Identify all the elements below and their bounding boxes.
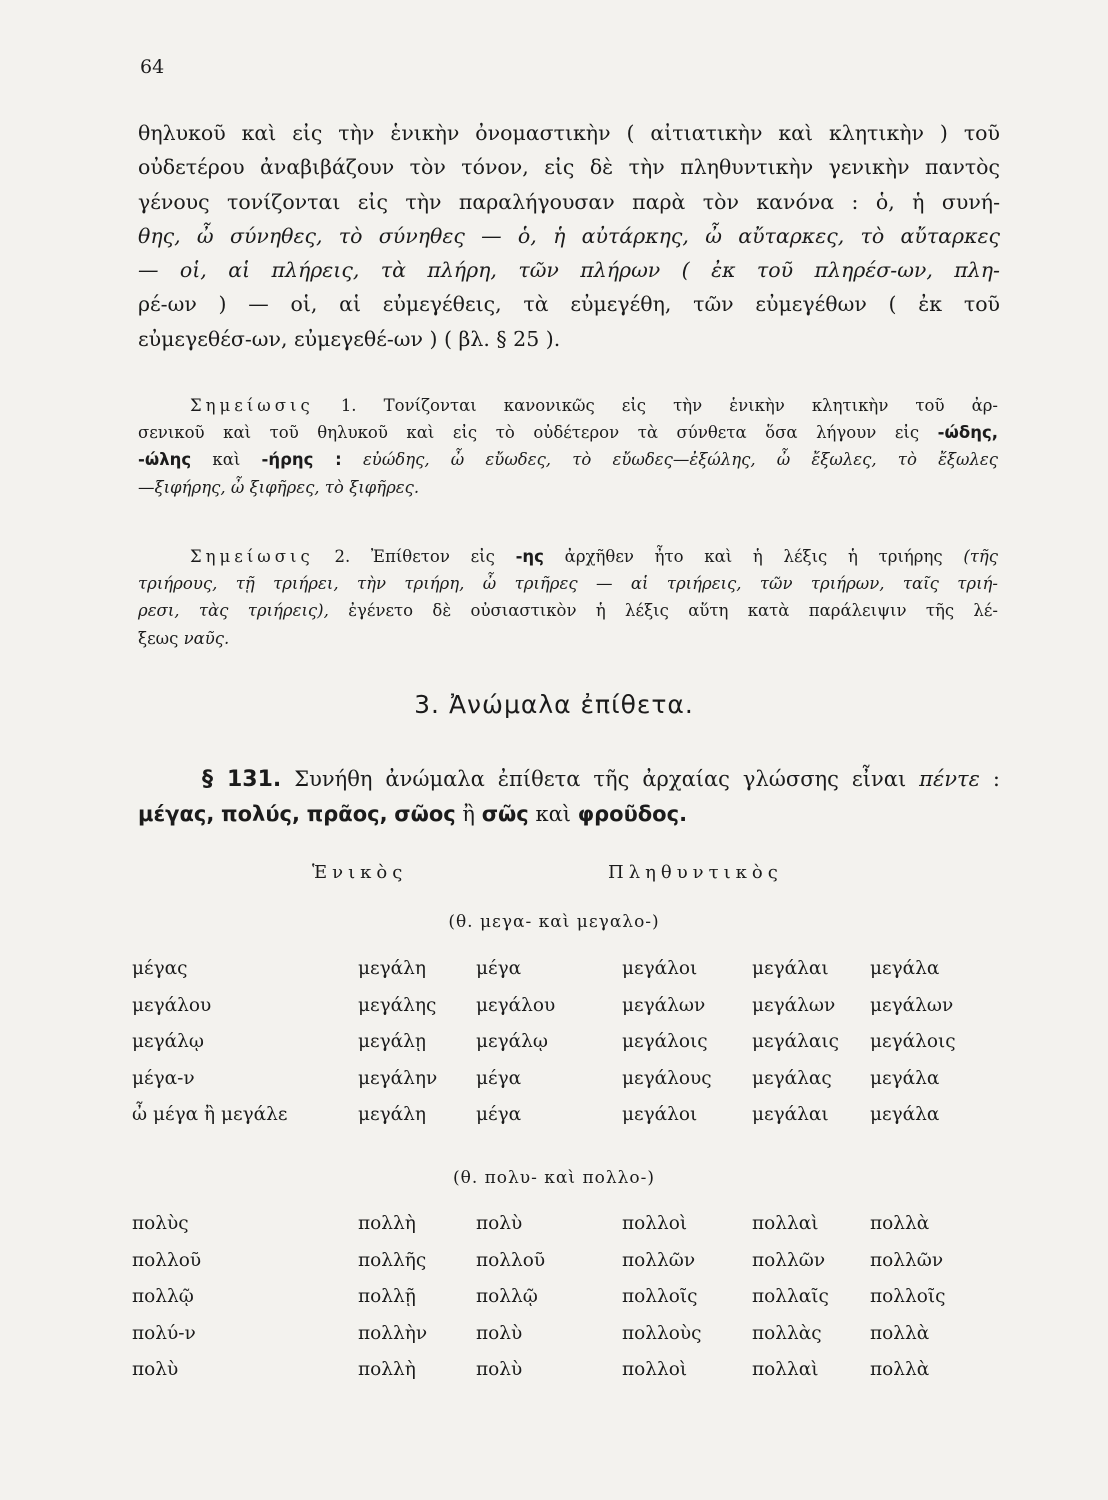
ending-ere: -ήρης :	[261, 450, 342, 470]
note-text: (τῆς	[963, 547, 999, 566]
table-cell: μεγάλη	[358, 958, 426, 979]
table-cell: μεγάλα	[870, 1104, 940, 1125]
table-cell: πολὺ	[132, 1359, 179, 1380]
adjective: μέγας,	[138, 802, 215, 826]
table-cell: πολλοὶ	[622, 1359, 688, 1380]
table-cell: μεγάλῳ	[132, 1031, 204, 1052]
table-cell: μεγάλων	[752, 994, 836, 1016]
table-cell: πολὺ	[476, 1213, 523, 1234]
header-plural: Πληθυντικὸς	[608, 862, 783, 883]
table-cell: πολλῶν	[622, 1249, 696, 1271]
table-cell: πολὺς	[132, 1213, 189, 1234]
note-2	[138, 543, 998, 652]
table-row	[132, 1250, 1012, 1287]
note-text: ναῦς.	[183, 628, 230, 648]
table-cell: πολλῶν	[870, 1249, 944, 1271]
note-text: ἀρχῆθεν ἦτο καὶ ἡ λέξις ἡ τριήρης	[564, 547, 943, 566]
table-cell: μεγάλοι	[622, 958, 698, 979]
note-examples: εὐώδης, ὦ εὔωδες, τὸ εὔωδες—ἐξώλης, ὦ ἔξωλες, τὸ ἔξωλες	[362, 450, 999, 470]
paragraph-line: εὐμεγεθέσ-ων, εὐμεγεθέ-ων ) ( βλ. § 25 ).	[138, 326, 561, 351]
table-cell: πολλὴ	[358, 1213, 416, 1234]
table-cell: πολλαὶ	[752, 1213, 819, 1234]
intro-paragraph	[138, 116, 1000, 356]
table-cell: μεγάλης	[358, 994, 437, 1016]
table-row	[132, 1359, 1012, 1396]
table-cell: μεγάλαις	[752, 1031, 839, 1052]
note-label: Σημείωσις	[190, 547, 314, 566]
table-cell: μεγάλῃ	[358, 1031, 426, 1052]
table-cell: πολλῷ	[476, 1286, 538, 1307]
ending-ode: -ώδης,	[937, 423, 998, 443]
conjunction: ἢ	[462, 802, 476, 826]
table-cell: πολλὰ	[870, 1322, 930, 1344]
table-cell: μέγα	[476, 1104, 522, 1125]
table-cell: πολλὴν	[358, 1322, 428, 1344]
paragraph-line: — οἱ, αἱ πλήρεις, τὰ πλήρη, τῶν πλήρων ( ἐκ τοῦ πληρέσ-ων, πλη-	[138, 258, 1000, 283]
note-text: —ξιφήρης, ὦ ξιφῆρες, τὸ ξιφῆρες.	[138, 477, 420, 497]
table-cell: μεγάλῳ	[476, 1031, 548, 1052]
polys-stem: (θ. πολυ- καὶ πολλο-)	[452, 1168, 656, 1188]
page-number: 64	[140, 56, 165, 78]
note-text: σενικοῦ καὶ τοῦ θηλυκοῦ καὶ εἰς τὸ οὐδέτερον τὰ σύνθετα ὅσα λήγουν εἰς	[138, 423, 920, 443]
table-cell: πολὺ	[476, 1322, 523, 1344]
table-cell: μεγάλας	[752, 1067, 832, 1089]
table-cell: μεγάλων	[870, 994, 954, 1016]
conjunction: καὶ	[535, 802, 571, 826]
note-1	[138, 392, 998, 501]
note-text: ρεσι, τὰς τριήρεις),	[138, 601, 329, 621]
table-cell: πολλοῦ	[132, 1249, 202, 1271]
megas-stem: (θ. μεγα- καὶ μεγαλο-)	[448, 912, 660, 932]
note-label: Σημείωσις	[190, 396, 314, 415]
table-cell: μεγάλου	[476, 994, 556, 1016]
table-cell: μεγάλαι	[752, 958, 829, 979]
note-text: τριήρους, τῇ τριήρει, τὴν τριήρη, ὦ τριῆρες — αἱ τριήρεις, τῶν τριήρων, ταῖς τριή-	[138, 574, 998, 594]
section-text: Συνήθη ἀνώμαλα ἐπίθετα τῆς ἀρχαίας γλώσσης εἶναι	[294, 767, 907, 791]
table-cell: πολλὴ	[358, 1359, 416, 1380]
ending-ole: -ώλης	[138, 450, 192, 470]
period: .	[679, 802, 688, 826]
table-cell: μέγα	[476, 1067, 522, 1089]
section-text: πέντε	[919, 767, 980, 791]
table-row	[132, 1104, 1012, 1141]
table-row	[132, 958, 1012, 995]
note-text: 1. Τονίζονται κανονικῶς εἰς τὴν ἑνικὴν κλητικὴν τοῦ ἀρ-	[340, 396, 999, 415]
table-cell: πολύ-ν	[132, 1322, 196, 1344]
adjective: σῶος	[394, 802, 456, 826]
table-cell: μέγα-ν	[132, 1067, 195, 1089]
paragraph-line: θης, ὦ σύνηθες, τὸ σύνηθες — ὁ, ἡ αὐτάρκης, ὦ αὔταρκες, τὸ αὔταρκες	[138, 223, 1000, 248]
table-cell: μεγάλα	[870, 958, 940, 979]
table-cell: πολλῶν	[752, 1249, 826, 1271]
table-cell: πολλοῖς	[870, 1286, 946, 1307]
adjective: πολύς,	[221, 802, 300, 826]
note-text: καὶ	[212, 450, 241, 470]
table-cell: μεγάλους	[622, 1067, 712, 1089]
table-cell: πολλὰς	[752, 1322, 822, 1344]
table-row	[132, 1286, 1012, 1323]
note-text: ἐγένετο δὲ οὐσιαστικὸν ἡ λέξις αὕτη κατὰ παράλειψιν τῆς λέ-	[348, 601, 999, 621]
note-text: 2. Ἐπίθετον εἰς	[334, 547, 495, 566]
table-cell: πολλαῖς	[752, 1286, 829, 1307]
table-cell: μέγας	[132, 958, 188, 979]
table-cell: μεγάλοις	[622, 1031, 708, 1052]
adjective: φροῦδος	[577, 802, 680, 826]
table-cell: μέγα	[476, 958, 522, 979]
table-cell: πολλοὺς	[622, 1322, 702, 1344]
table-cell: μεγάλοις	[870, 1031, 956, 1052]
section-title: 3. Ἀνώμαλα ἐπίθετα.	[414, 690, 694, 719]
paragraph-line: θηλυκοῦ καὶ εἰς τὴν ἑνικὴν ὀνομαστικὴν ( αἰτιατικὴν καὶ κλητικὴν ) τοῦ	[138, 121, 1000, 145]
table-row	[132, 995, 1012, 1032]
table-row	[132, 1031, 1012, 1068]
paragraph-line: ρέ-ων ) — οἱ, αἱ εὐμεγέθεις, τὰ εὐμεγέθη, τῶν εὐμεγέθων ( ἐκ τοῦ	[138, 292, 1000, 317]
table-cell: πολλοῖς	[622, 1286, 698, 1307]
adjective: πρᾶος,	[306, 802, 388, 826]
table-cell: μεγάλοι	[622, 1104, 698, 1125]
table-row	[132, 1068, 1012, 1105]
table-cell: πολλὰ	[870, 1359, 930, 1380]
table-cell: μεγάλη	[358, 1104, 426, 1125]
section-number: § 131.	[202, 767, 282, 792]
table-cell: μεγάλων	[622, 994, 706, 1016]
adjective: σῶς	[481, 802, 529, 826]
table-row	[132, 1323, 1012, 1360]
table-cell: πολλῆς	[358, 1249, 427, 1271]
ending-es: -ης	[515, 547, 544, 566]
header-singular: Ἑνικὸς	[312, 862, 408, 883]
polys-declension-table	[132, 1213, 1012, 1396]
table-cell: πολλοῦ	[476, 1249, 546, 1271]
megas-declension-table	[132, 958, 1012, 1141]
table-cell: πολλῇ	[358, 1286, 416, 1307]
table-cell: πολλαὶ	[752, 1359, 819, 1380]
table-cell: πολὺ	[476, 1359, 523, 1380]
paragraph-line: γένους τονίζονται εἰς τὴν παραλήγουσαν παρὰ τὸν κανόνα : ὁ, ἡ συνή-	[138, 189, 1000, 214]
table-cell: ὦ μέγα ἢ μεγάλε	[132, 1104, 288, 1125]
table-cell: πολλῷ	[132, 1286, 194, 1307]
table-cell: μεγάλην	[358, 1067, 438, 1089]
table-cell: μεγάλα	[870, 1067, 940, 1089]
table-row	[132, 1213, 1012, 1250]
table-cell: πολλοὶ	[622, 1213, 688, 1234]
table-cell: μεγάλου	[132, 994, 212, 1016]
paragraph-line: οὐδετέρου ἀναβιβάζουν τὸν τόνον, εἰς δὲ τὴν πληθυντικὴν γενικὴν παντὸς	[138, 155, 1000, 180]
table-cell: μεγάλαι	[752, 1104, 829, 1125]
section-text: :	[992, 767, 1000, 791]
table-cell: πολλὰ	[870, 1213, 930, 1234]
section-131	[138, 762, 1000, 831]
note-text: ξεως	[138, 628, 179, 648]
